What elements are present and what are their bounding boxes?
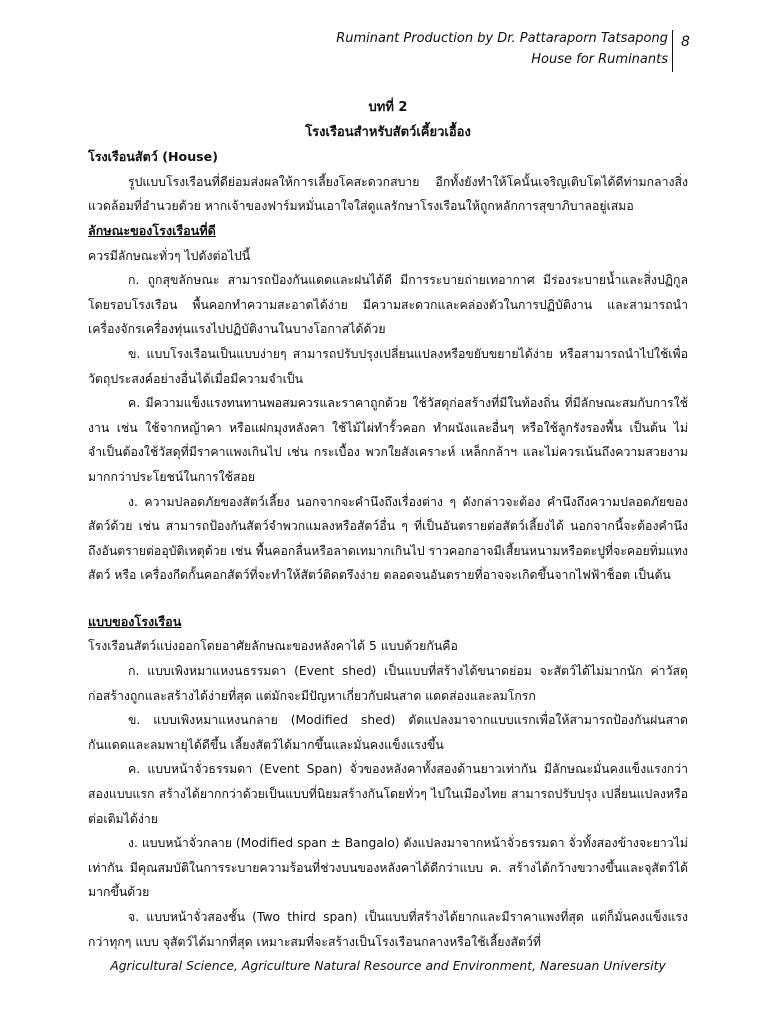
header-title: Ruminant Production by Dr. Pattaraporn Tatsapong xyxy=(336,31,668,46)
list-item-good-3: ค. มีความแข็งแรงทนทานพอสมควรและราคาถูกด้วย ใช้วัสดุก่อสร้างที่มีในท้องถิ่น ที่มีลักษณะสมกับการใช้งาน เช่น ใช้จากหญ้าคา หรือแฝกมุงหลังคา ใช้ไม้ไผ่ทำรั้วคอก ทำผนังและอื่นๆ หรือใช้ลูกรังรองพื้น เป็นต้น ไม่จำเป็นต้องใช้วัสดุที่มีราคาแพงเกินไป เช่น กระเบื้อง พวกใยสังเคราะห์ เหล็กกล้าฯ และไม่ควรเน้นถึงความสวยงามมากกว่าประโยชน์ในการใช้สอย xyxy=(88,396,688,484)
list-item-type-4: ง. แบบหน้าจั่วกลาย (Modified span ± Bangalo) ดังแปลงมาจากหน้าจั่วธรรมดา จั่วทั้งสองข้างจะยาวไม่เท่ากัน มีคุณสมบัติในการระบายความร้อนที่ช่วงบนของหลังคาได้ดีกว่าแบบ ค. สร้างได้กว้างขวางขึ้นและจุสัตว์ได้มากขึ้นด้วย xyxy=(88,836,689,900)
running-header xyxy=(336,28,668,70)
page-body xyxy=(88,96,688,954)
list-item-type-1: ก. แบบเพิงหมาแหงนธรรมดา (Event shed) เป็นแบบที่สร้างได้ขนาดย่อม จะสัตว์ได้ไม่มากนัก ค่าวัสดุก่อสร้างถูกและสร้างได้ง่ายที่สุด แต่มักจะมีปัญหาเกี่ยวกับฝนสาด แดดส่องและลมโกรก xyxy=(88,664,688,703)
list-item-good-4: ง. ความปลอดภัยของสัตว์เลี้ยง นอกจากจะคำนึงถึงเรื่องต่าง ๆ ดังกล่าวจะต้อง คำนึงถึงความปลอดภัยของสัตว์ด้วย เช่น สามารถป้องกันสัตว์จำพวกแมลงหรือสัตว์อื่น ๆ ที่เป็นอันตรายต่อสัตว์เลี้ยงได้ นอกจากนี้จะต้องคำนึงถึงอันตรายต่ออุบัติเหตุด้วย เช่น พื้นคอกลื่นหรือลาดเทมากเกินไป ราวคอกอาจมีเสี้ยนหนามหรือตะปูที่จะคอยทิ่มแทงสัตว์ หรือ เครื่องกีดกั้นคอกสัตว์ที่จะทำให้สัตว์ติดตรึงง่าย ตลอดจนอันตรายที่อาจจะเกิดขึ้นจากไฟฟ้าช็อต เป็นต้น xyxy=(88,494,688,583)
section-heading-house-types: แบบของโรงเรือน xyxy=(88,613,182,629)
header-subtitle: House for Ruminants xyxy=(531,52,668,67)
list-item-type-3: ค. แบบหน้าจั่วธรรมดา (Event Span) จั่วของหลังคาทั้งสองด้านยาวเท่ากัน มีลักษณะมั่นคงแข็งแรงกว่าสองแบบแรก สร้างได้ยากกว่าด้วยเป็นแบบที่นิยมสร้างกันโดยทั่วๆ ไปในเมืองไทย สามารถปรับปรุง เปลี่ยนแปลงหรือต่อเติมได้ง่าย xyxy=(88,762,688,826)
running-footer: Agricultural Science, Agriculture Natural Resource and Environment, Naresuan University xyxy=(110,958,666,973)
paragraph-house-intro: รูปแบบโรงเรือนที่ดีย่อมส่งผลให้การเลี้ยงโคสะดวกสบาย อีกทั้งยังทำให้โคนั้นเจริญเติบโตได้ดีท่ามกลางสิ่งแวดล้อมที่อำนวยด้วย หากเจ้าของฟาร์มหมั่นเอาใจใส่ดูแลรักษาโรงเรือนให้ถูกหลักการสุขาภิบาลอยู่เสมอ xyxy=(88,174,688,214)
chapter-number: บทที่ 2 xyxy=(368,100,408,115)
list-item-type-5: จ. แบบหน้าจั่วสองชั้น (Two third span) เป็นแบบที่สร้างได้ยากและมีราคาแพงที่สุด แต่ก็มั่นคงแข็งแรงกว่าทุกๆ แบบ จุสัตว์ได้มากที่สุด เหมาะสมที่จะสร้างเป็นโรงเรือนกลางหรือใช้เลี้ยงสัตว์ที่ xyxy=(88,910,688,949)
paragraph-types-intro: โรงเรือนสัตว์แบ่งออกโดยอาศัยลักษณะของหลังคาได้ 5 แบบด้วยกันคือ xyxy=(88,639,458,654)
section-heading-house: โรงเรือนสัตว์ (House) xyxy=(88,149,218,165)
chapter-title: โรงเรือนสำหรับสัตว์เคี้ยวเอื้อง xyxy=(305,124,471,140)
page-number: 8 xyxy=(681,34,690,50)
header-divider xyxy=(672,30,673,72)
list-item-good-2: ข. แบบโรงเรือนเป็นแบบง่ายๆ สามารถปรับปรุงเปลี่ยนแปลงหรือขยับขยายได้ง่าย หรือสามารถนำไปใช้เพื่อวัตถุประสงค์อย่างอื่นได้เมื่อมีความจำเป็น xyxy=(88,346,688,386)
list-item-type-2: ข. แบบเพิงหมาแหงนกลาย (Modified shed) ดัดแปลงมาจากแบบแรกเพื่อให้สามารถป้องกันฝนสาดกันแดดและลมพายุได้ดีขึ้น เลี้ยงสัตว์ได้มากขึ้นและมั่นคงแข็งแรงขึ้น xyxy=(88,713,688,752)
section-spacer xyxy=(88,588,688,610)
paragraph-good-intro: ควรมีลักษณะทั่วๆ ไปดังต่อไปนี้ xyxy=(88,248,251,263)
list-item-good-1: ก. ถูกสุขลักษณะ สามารถป้องกันแดดและฝนได้ดี มีการระบายถ่ายเทอากาศ มีร่องระบายน้ำและสิ่งปฏิกูลโดยรอบโรงเรือน พื้นคอกทำความสะอาดได้ง่าย มีความสะดวกและคล่องตัวในการปฏิบัติงาน และสามารถนำเครื่องจักรเครื่องทุ่นแรงไปปฏิบัติงานในบางโอกาสได้ด้วย xyxy=(88,273,688,337)
section-heading-good-house: ลักษณะของโรงเรือนที่ดี xyxy=(88,222,216,238)
